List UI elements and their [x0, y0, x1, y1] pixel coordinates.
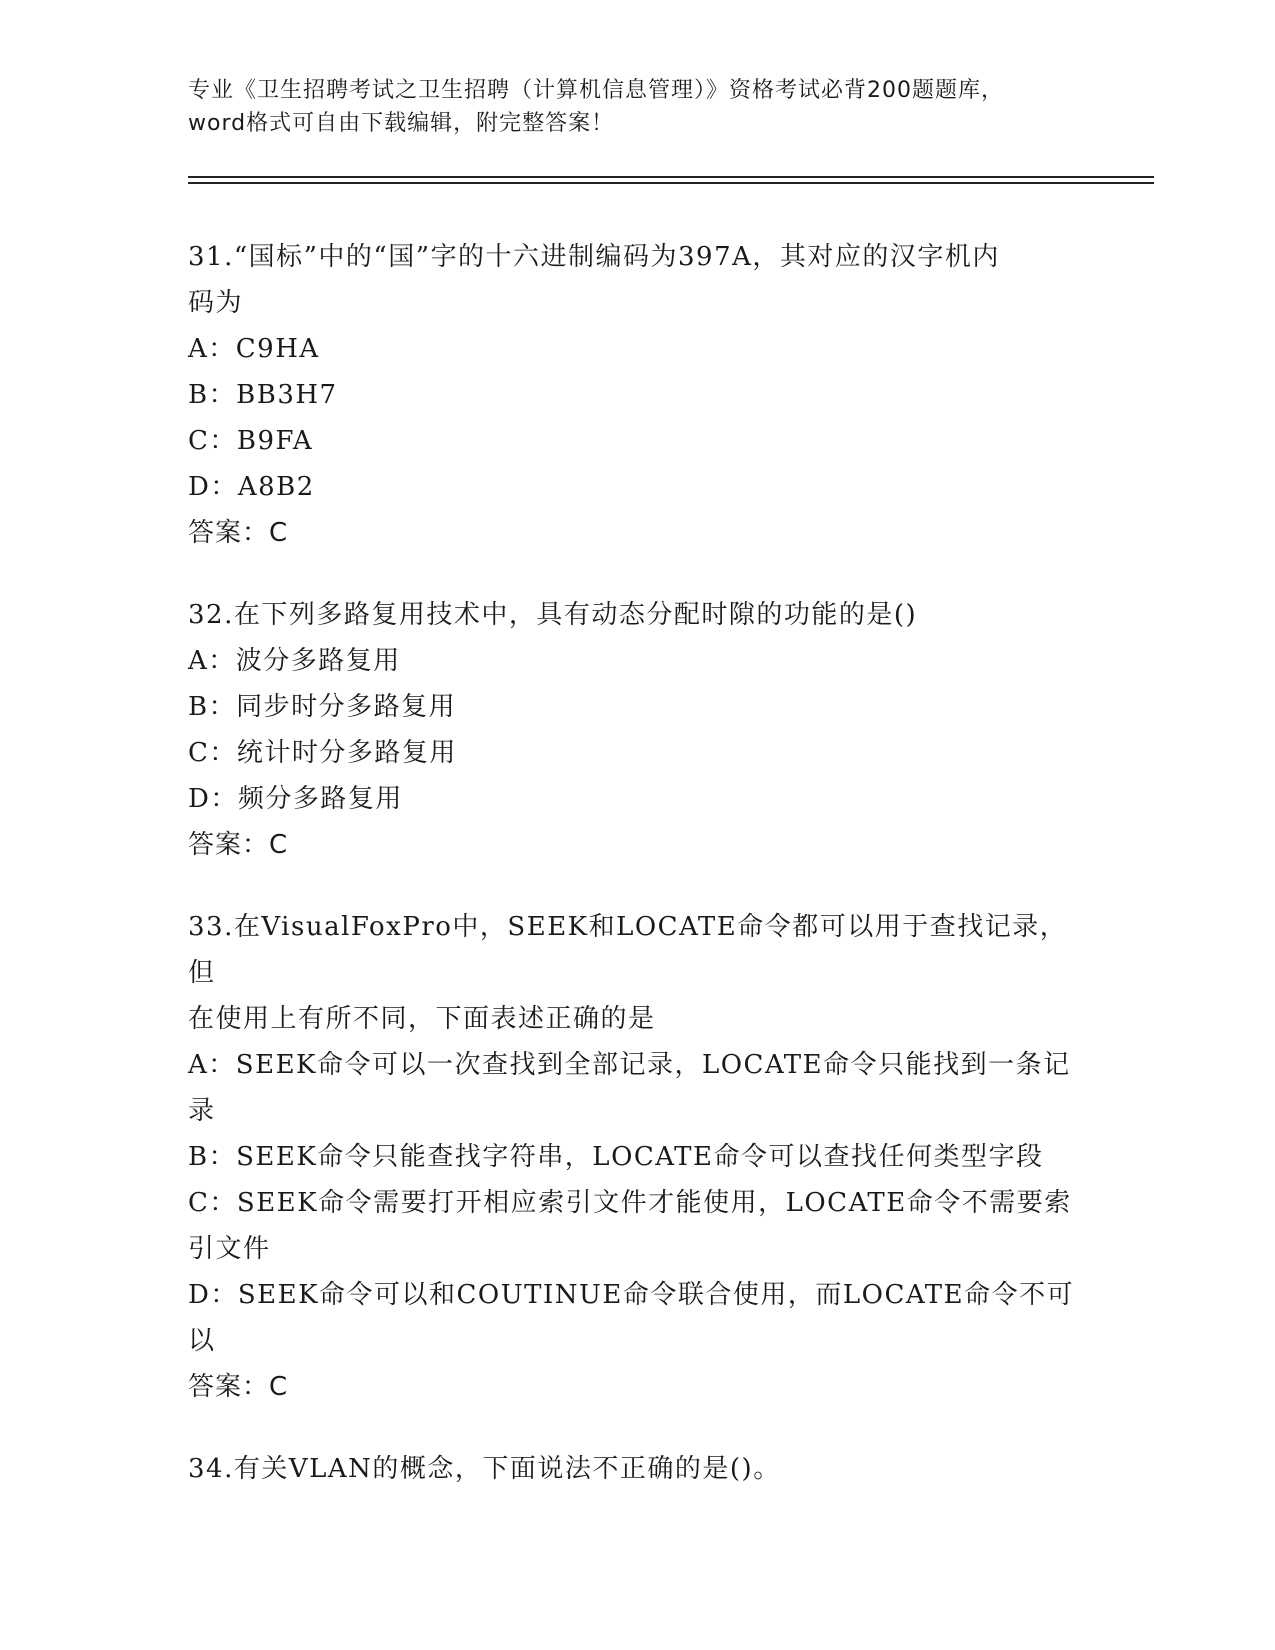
answer-label: 答案：C [188, 1372, 289, 1402]
question-31 [188, 234, 1088, 556]
option-c: C：B9FA [188, 426, 314, 456]
question-stem-continued: 码为 [188, 288, 244, 318]
option-a: A：波分多路复用 [188, 646, 401, 676]
question-33 [188, 904, 1088, 1410]
header-divider-top [188, 176, 1154, 178]
option-c: C：SEEK命令需要打开相应索引文件才能使用，LOCATE命令不需要索 [188, 1188, 1072, 1218]
option-c: C：统计时分多路复用 [188, 738, 457, 768]
answer-label: 答案：C [188, 830, 289, 860]
option-d: D：A8B2 [188, 472, 315, 502]
option-a: A：C9HA [188, 334, 320, 364]
header-divider-bottom [188, 182, 1154, 184]
option-a-continued: 录 [188, 1096, 216, 1126]
header-line-2: word格式可自由下载编辑，附完整答案！ [188, 111, 615, 136]
question-stem: 32.在下列多路复用技术中，具有动态分配时隙的功能的是() [188, 600, 918, 630]
question-stem: 34.有关VLAN的概念，下面说法不正确的是()。 [188, 1454, 781, 1484]
question-stem: 31.“国标”中的“国”字的十六进制编码为397A，其对应的汉字机内 [188, 242, 1000, 272]
question-list [188, 234, 1088, 1528]
question-34 [188, 1446, 1088, 1492]
option-c-continued: 引文件 [188, 1234, 271, 1264]
question-stem-continued: 在使用上有所不同，下面表述正确的是 [188, 1004, 656, 1034]
option-b: B：SEEK命令只能查找字符串，LOCATE命令可以查找任何类型字段 [188, 1142, 1044, 1172]
option-d: D：SEEK命令可以和COUTINUE命令联合使用，而LOCATE命令不可以 [188, 1280, 1075, 1356]
option-b: B：BB3H7 [188, 380, 338, 410]
header-line-1: 专业《卫生招聘考试之卫生招聘（计算机信息管理）》资格考试必背200题题库， [188, 78, 1004, 103]
question-32 [188, 592, 1088, 868]
document-header [188, 74, 1088, 140]
answer-label: 答案：C [188, 518, 289, 548]
option-b: B：同步时分多路复用 [188, 692, 457, 722]
option-d: D：频分多路复用 [188, 784, 403, 814]
question-stem: 33.在VisualFoxPro中，SEEK和LOCATE命令都可以用于查找记录，但 [188, 912, 1068, 988]
option-a: A：SEEK命令可以一次查找到全部记录，LOCATE命令只能找到一条记 [188, 1050, 1071, 1080]
